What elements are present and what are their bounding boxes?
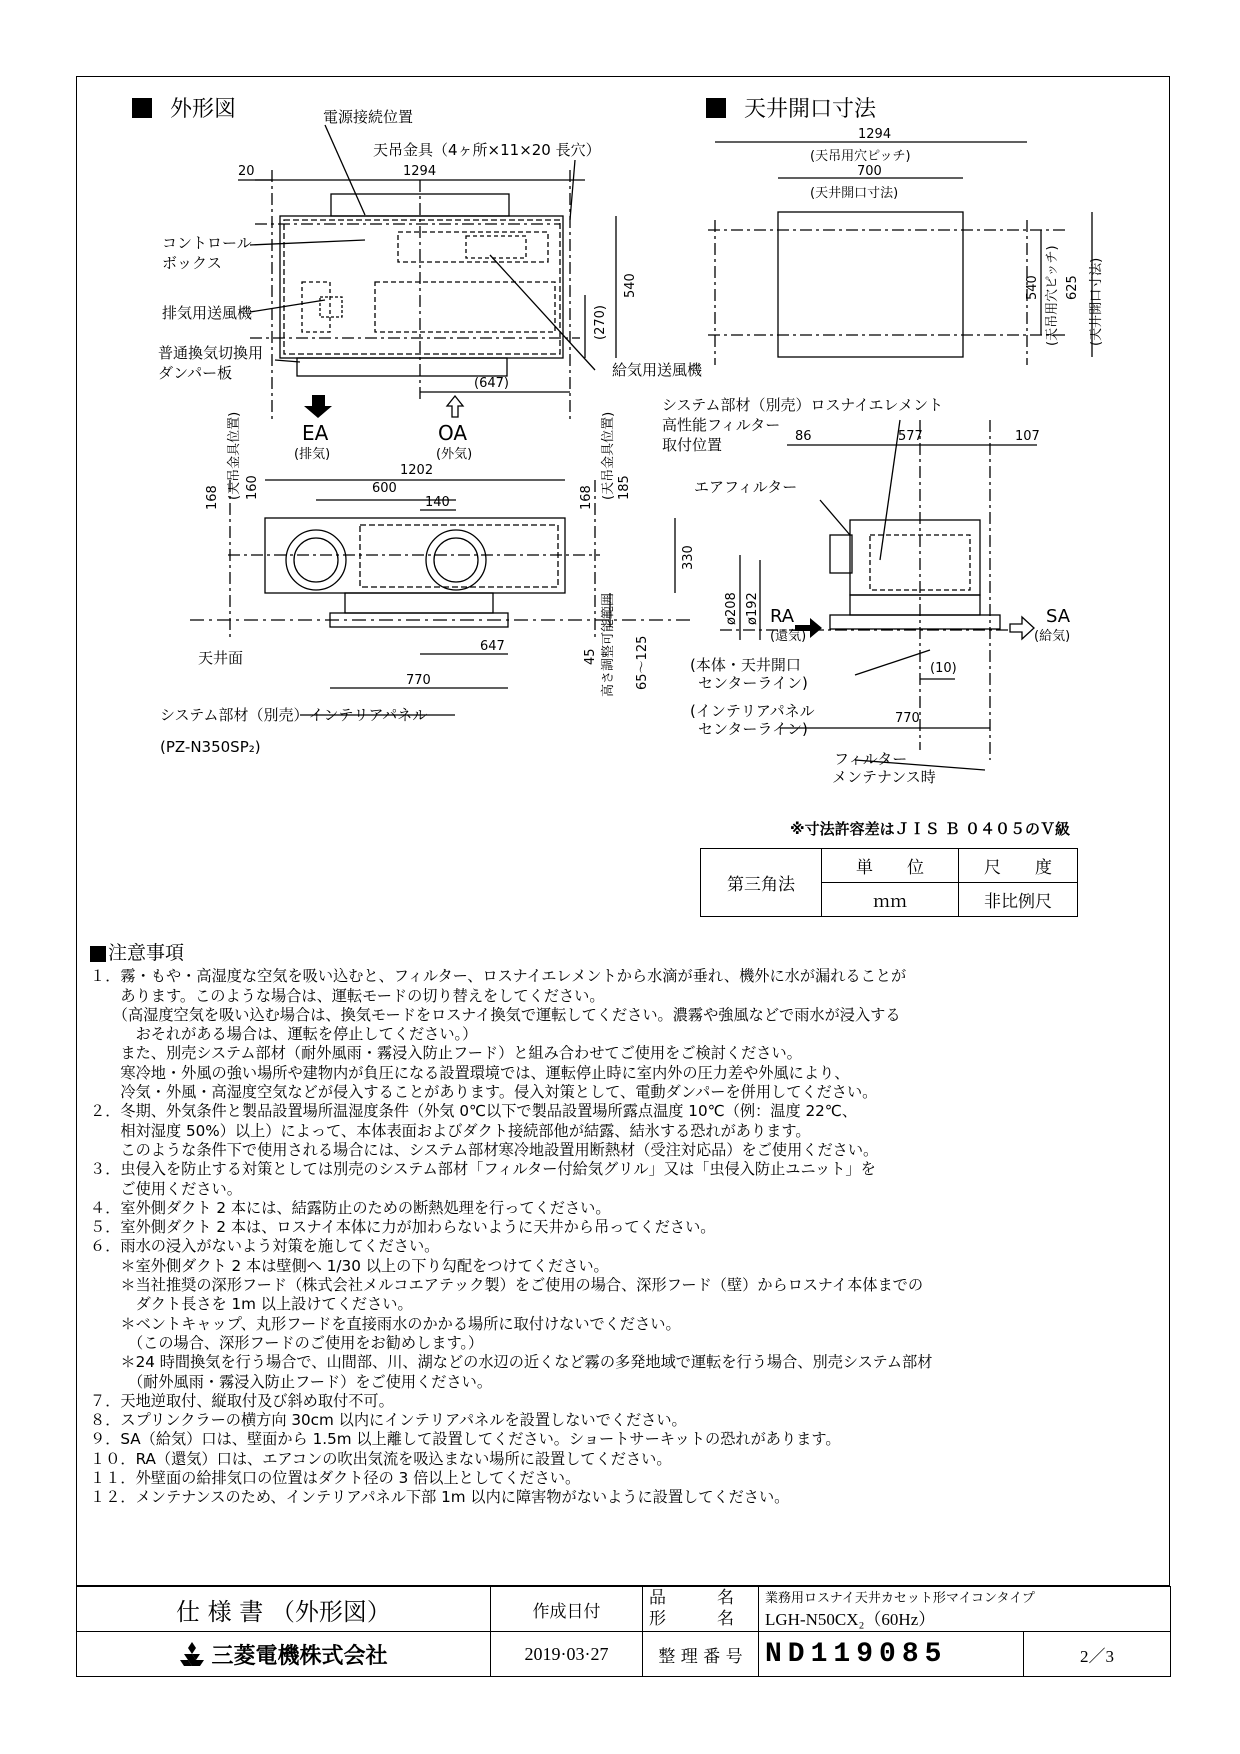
unit-value: ｍｍ [822, 883, 959, 917]
maintenance-label-1: フィルター [834, 750, 908, 768]
note-line: ５．室外側ダクト 2 本は、ロスナイ本体に力が加わらないように天井から吊ってください。 [90, 1218, 716, 1237]
note-line: （高湿度空気を吸い込む場合は、換気モードをロスナイ換気で運転してください。濃霧や強風などで雨水が浸入する [90, 1005, 901, 1024]
dim-600: 600 [372, 481, 397, 496]
open-dim-pitch: (天吊用穴ピッチ) [810, 149, 911, 164]
scale-label: 尺 度 [959, 849, 1078, 883]
mitsubishi-logo-icon [179, 1642, 205, 1666]
scale-value: 非比例尺 [959, 883, 1078, 917]
note-line: ＊室外側ダクト 2 本は壁側へ 1/30 以上の下り勾配をつけてください。 [90, 1256, 609, 1275]
dim-647: 647 [480, 639, 505, 654]
damper-label-2: ダンパー板 [158, 364, 233, 382]
panel-center-label-1: (インテリアパネル [690, 702, 815, 720]
power-connection-label: 電源接続位置 [323, 108, 414, 126]
notes-list [90, 967, 1150, 1507]
note-line: ９．SA（給気）口は、壁面から 1.5m 以上離して設置してください。ショートサーキットの恐れがあります。 [90, 1430, 841, 1449]
created-date-label: 作成日付 [491, 1587, 643, 1632]
ea-label: EA [302, 421, 329, 445]
air-filter-label: エアフィルター [694, 478, 798, 496]
projection-method: 第三角法 [701, 849, 822, 917]
sa-label: SA [1046, 606, 1071, 627]
dim-65-125: 65〜125 [635, 635, 650, 690]
dim-330: 330 [681, 545, 696, 570]
side-dim-577: 577 [898, 429, 923, 444]
open-dim-700: 700 [857, 164, 882, 179]
side-dim-192: ø192 [745, 592, 760, 625]
ea-sub-label: (排気) [294, 447, 331, 462]
product-name: 業務用ロスナイ天井カセット形マイコンタイプ [765, 1591, 1035, 1606]
dim-1202: 1202 [400, 463, 434, 478]
sa-sub-label: (給気) [1034, 629, 1071, 644]
oa-sub-label: (外気) [436, 447, 473, 462]
panel-model-label: (PZ-N350SP₂) [160, 738, 261, 756]
note-line: ＊当社推奨の深形フード（株式会社メルコエアテック製）をご使用の場合、深形フード（壁）からロスナイ本体までの [90, 1276, 924, 1295]
seiri-label: 整 理 番 号 [643, 1632, 759, 1677]
katamei-label: 形 名 [649, 1609, 734, 1629]
hanger-pos-right: (天吊金具位置) [601, 411, 616, 500]
note-line: このような条件下で使用される場合には、システム部材寒冷地設置用断熱材（受注対応品）をご使用ください。 [90, 1140, 879, 1159]
note-line: １２．メンテナンスのため、インテリアパネル下部 1m 以内に障害物がないように設置してください。 [90, 1488, 790, 1507]
square-bullet-icon [90, 946, 106, 962]
note-line: 寒冷地・外風の強い場所や建物内が負圧になる設置環境では、運転停止時に室内外の圧力差や外風により、 [90, 1063, 850, 1082]
hanger-label: 天吊金具（4ヶ所×11×20 長穴） [373, 141, 601, 159]
damper-label-1: 普通換気切換用 [158, 344, 264, 362]
note-line: １０．RA（還気）口は、エアコンの吹出気流を吸込まない場所に設置してください。 [90, 1449, 672, 1468]
center-label-2: センターライン) [698, 674, 808, 692]
note-line: （耐外風雨・霧浸入防止フード）をご使用ください。 [90, 1372, 493, 1391]
opening-title: 天井開口寸法 [706, 92, 876, 123]
hanger-pos-left: (天吊金具位置) [227, 411, 242, 500]
control-box-label-1: コントロール [162, 234, 252, 252]
side-dim-86: 86 [795, 429, 812, 444]
note-line: 相対湿度 50%）以上）によって、本体表面およびダクト接続部他が結露、結氷する恐れがあります。 [90, 1121, 811, 1140]
dim-20: 20 [238, 164, 255, 179]
filter-label-1: 高性能フィルター [662, 416, 781, 434]
dim-168a: 168 [205, 485, 220, 510]
note-line: ご使用ください。 [90, 1179, 242, 1198]
open-dim-open-v: (天井開口寸法) [1089, 257, 1104, 346]
dim-160: 160 [245, 475, 260, 500]
page-number: 2／3 [1024, 1632, 1171, 1677]
dim-45: 45 [583, 648, 598, 665]
filter-label-2: 取付位置 [662, 436, 723, 454]
top-view-body [280, 216, 563, 358]
open-dim-open: (天井開口寸法) [810, 186, 899, 201]
note-line: ４．室外側ダクト 2 本には、結露防止のための断熱処理を行ってください。 [90, 1198, 611, 1217]
dim-540: 540 [623, 273, 638, 298]
center-label-1: (本体・天井開口 [690, 656, 801, 674]
method-table [700, 848, 1078, 917]
sa-arrow-icon [1010, 617, 1034, 639]
open-dim-pitch-v: (天吊用穴ピッチ) [1045, 245, 1060, 346]
created-date: 2019·03·27 [491, 1632, 643, 1677]
side-dim-107: 107 [1015, 429, 1040, 444]
element-label: システム部材（別売）ロスナイエレメント [662, 396, 944, 414]
notes-section [90, 944, 1150, 1508]
note-line: ６．雨水の浸入がないよう対策を施してください。 [90, 1237, 440, 1256]
note-line: ＊24 時間換気を行う場合で、山間部、川、湖などの水辺の近くなど霧の多発地域で運転を行う場合、別売システム部材 [90, 1353, 933, 1372]
ra-sub-label: (還気) [770, 629, 807, 644]
adjust-range-label: 高さ調整可能範囲 [601, 592, 616, 697]
doc-title: 仕 様 書 （外形図） [77, 1587, 491, 1632]
outline-title: 外形図 [132, 92, 236, 123]
unit-label: 単 位 [822, 849, 959, 883]
tolerance-note: ※寸法許容差はＪＩＳ Ｂ ０４０５のＶ級 [790, 820, 1071, 838]
oa-label: OA [438, 421, 468, 445]
note-line: ３．虫侵入を防止する対策としては別売のシステム部材「フィルター付給気グリル」又は「虫侵入防止ユニット」を [90, 1160, 876, 1179]
control-box-label-2: ボックス [162, 254, 222, 272]
note-line: ダクト長さを 1m 以上設けてください。 [90, 1295, 413, 1314]
note-line: 冷気・外風・高湿度空気などが侵入することがあります。侵入対策として、電動ダンパーを併用してください。 [90, 1083, 878, 1102]
open-dim-625: 625 [1065, 275, 1080, 300]
maintenance-label-2: メンテナンス時 [832, 768, 936, 786]
ea-duct-outlet [286, 530, 346, 590]
ea-arrow-icon [304, 395, 332, 418]
side-dim-10: (10) [930, 661, 957, 676]
supply-fan-label: 給気用送風機 [612, 361, 703, 379]
note-line: ８．スプリンクラーの横方向 30cm 以内にインテリアパネルを設置しないでください。 [90, 1411, 687, 1430]
seiri-number: ND119085 [759, 1632, 1024, 1677]
side-dim-770: 770 [895, 711, 920, 726]
panel-center-label-2: センターライン) [698, 720, 808, 738]
ra-label: RA [770, 606, 795, 627]
note-line: おそれがある場合は、運転を停止してください。） [90, 1025, 478, 1044]
notes-title: 注意事項 [90, 944, 1150, 963]
note-line: あります。このような場合は、運転モードの切り替えをしてください。 [90, 986, 605, 1005]
note-line: また、別売システム部材（耐外風雨・霧浸入防止フード）と組み合わせてご使用をご検討ください。 [90, 1044, 802, 1063]
dim-185: 185 [617, 475, 632, 500]
ceiling-label: 天井面 [198, 649, 244, 667]
side-dim-208: ø208 [724, 592, 739, 625]
open-dim-540: 540 [1025, 275, 1040, 300]
dim-140: 140 [425, 495, 450, 510]
note-line: （この場合、深形フードのご使用をお勧めします。） [90, 1333, 484, 1352]
note-line: １．霧・もや・高湿度な空気を吸い込むと、フィルター、ロスナイエレメントから水滴が垂れ、機外に水が漏れることが [90, 967, 907, 986]
dim-770: 770 [406, 673, 431, 688]
oa-duct-outlet [426, 530, 486, 590]
company: 三菱電機株式会社 [83, 1639, 484, 1670]
dim-1294: 1294 [403, 164, 437, 179]
open-dim-1294: 1294 [858, 127, 892, 142]
title-block [76, 1586, 1171, 1677]
dim-647p: (647) [474, 376, 509, 391]
note-line: １１．外壁面の給排気口の位置はダクト径の 3 倍以上としてください。 [90, 1469, 581, 1488]
note-line: ２．冬期、外気条件と製品設置場所温湿度条件（外気 0℃以下で製品設置場所露点温度 10℃（例：温度 22℃、 [90, 1102, 858, 1121]
hinmei-label: 品 名 [649, 1588, 734, 1608]
panel-label: システム部材（別売）インテリアパネル [160, 706, 428, 724]
note-line: ７．天地逆取付、縦取付及び斜め取付不可。 [90, 1391, 394, 1410]
dim-168b: 168 [579, 485, 594, 510]
note-line: ＊ベントキャップ、丸形フードを直接雨水のかかる場所に取付けないでください。 [90, 1314, 681, 1333]
oa-arrow-icon [447, 396, 463, 417]
dim-270: (270) [593, 305, 608, 340]
model-name: LGH-N50CX₂（60Hz） [765, 1610, 936, 1629]
exhaust-fan-label: 排気用送風機 [162, 304, 253, 322]
side-view-body [850, 520, 980, 595]
